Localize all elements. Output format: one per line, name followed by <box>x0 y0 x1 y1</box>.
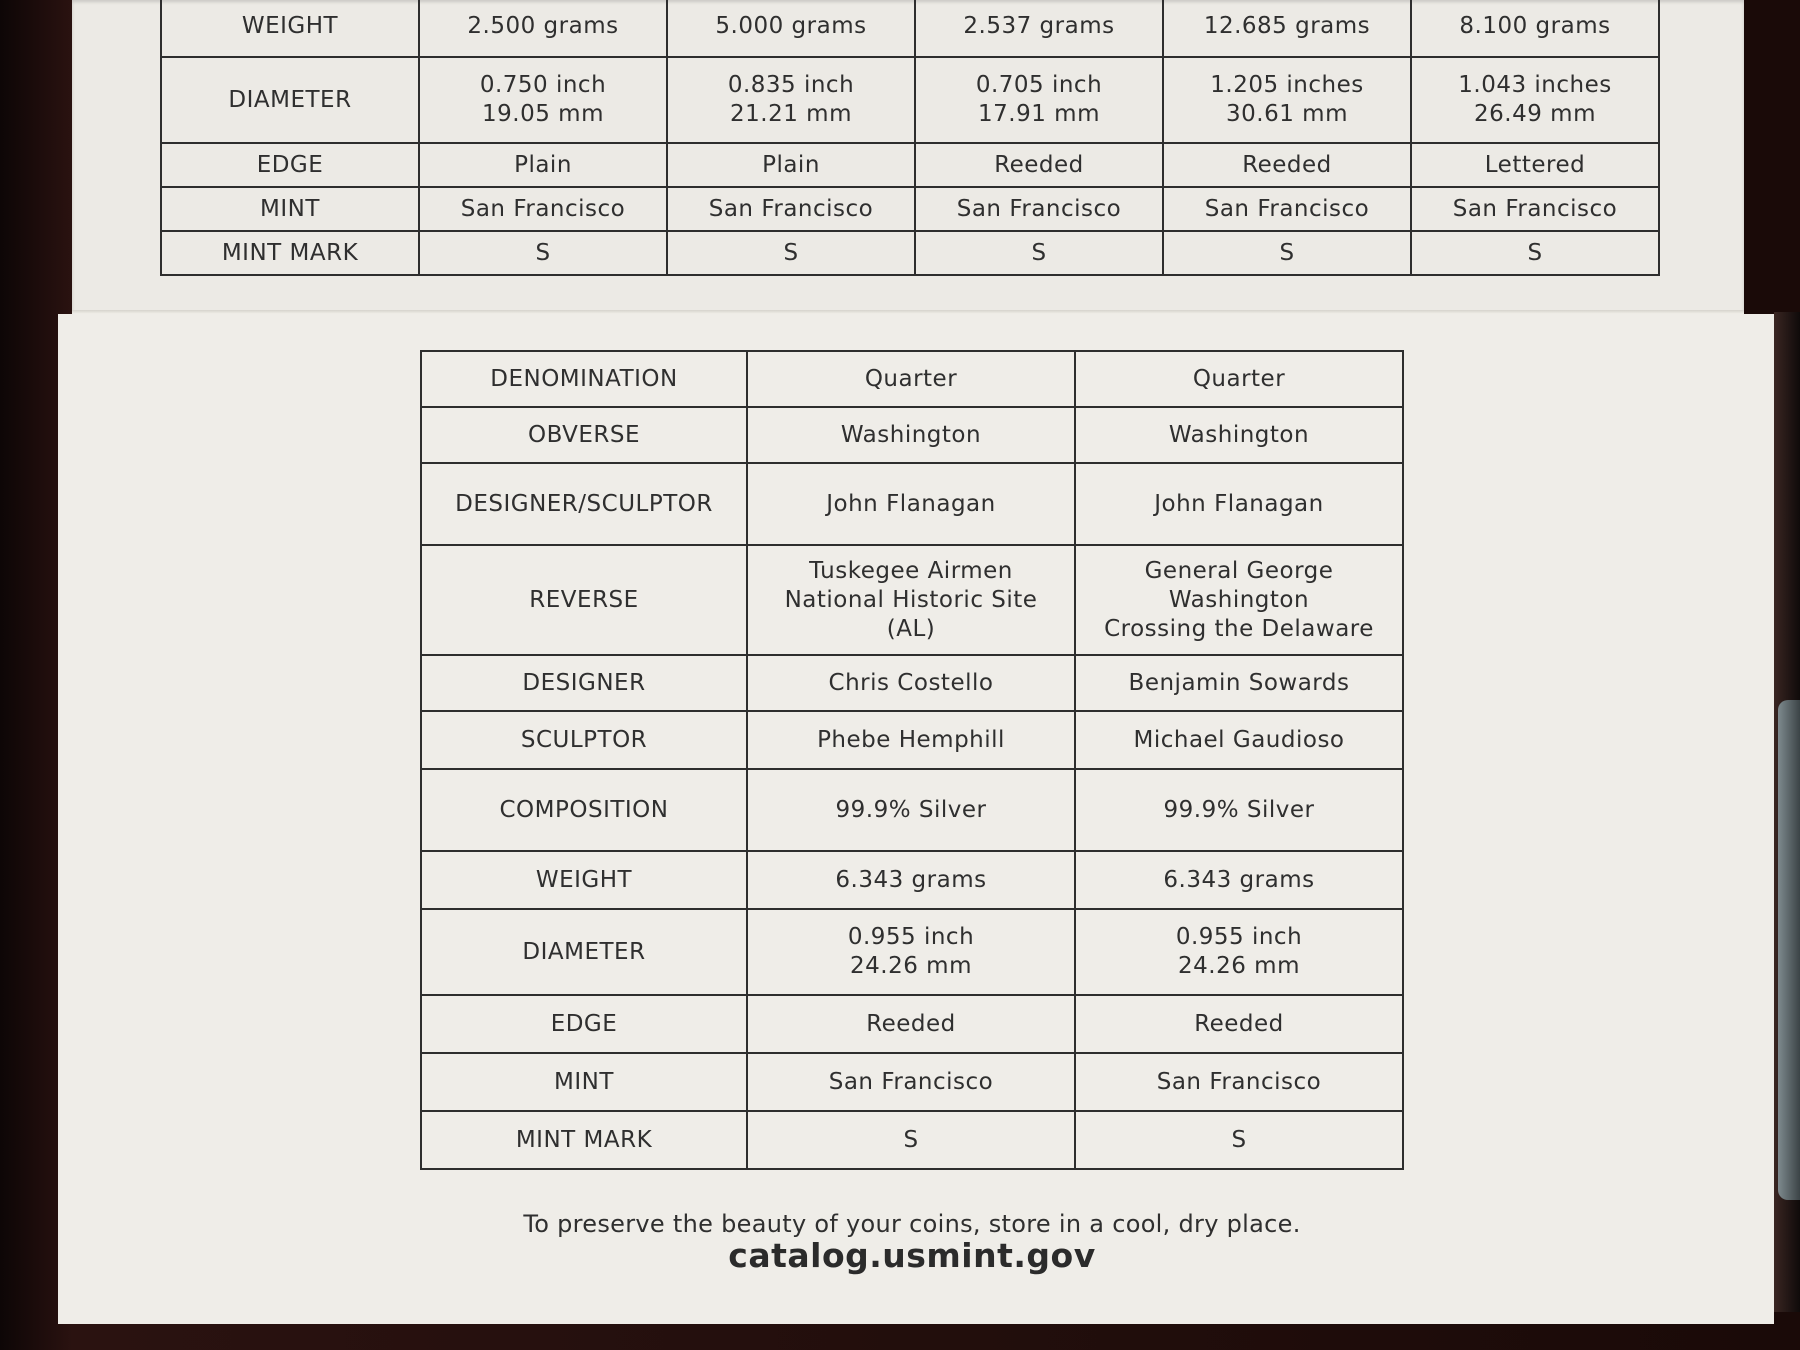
table-cell: 8.100 grams <box>1411 0 1659 57</box>
table-cell: S <box>1411 231 1659 275</box>
table-cell: San Francisco <box>1075 1053 1403 1111</box>
table-row <box>421 711 1403 769</box>
table-cell: Lettered <box>1411 143 1659 187</box>
table-cell: Quarter <box>1075 351 1403 407</box>
table-row <box>161 143 1659 187</box>
table-cell: 6.343 grams <box>747 851 1075 909</box>
storage-note: To preserve the beauty of your coins, store in a cool, dry place. <box>523 1210 1301 1238</box>
table-row <box>421 407 1403 463</box>
bottom-spec-table <box>420 350 1404 1170</box>
table-row <box>161 231 1659 275</box>
row-label: DESIGNER <box>421 655 747 711</box>
row-label: MINT MARK <box>161 231 419 275</box>
table-cell: Reeded <box>1075 995 1403 1053</box>
row-label: COMPOSITION <box>421 769 747 851</box>
coin-case-edge <box>1778 700 1800 1200</box>
table-row <box>421 351 1403 407</box>
table-row <box>421 1111 1403 1169</box>
table-cell: San Francisco <box>915 187 1163 231</box>
table-cell: Plain <box>667 143 915 187</box>
table-cell: Reeded <box>915 143 1163 187</box>
table-row <box>161 57 1659 143</box>
table-row <box>421 909 1403 995</box>
row-label: OBVERSE <box>421 407 747 463</box>
row-label: DENOMINATION <box>421 351 747 407</box>
top-spec-table <box>160 0 1660 276</box>
table-cell: John Flanagan <box>1075 463 1403 545</box>
table-cell: 12.685 grams <box>1163 0 1411 57</box>
table-cell: San Francisco <box>747 1053 1075 1111</box>
table-cell: S <box>419 231 667 275</box>
table-cell: Quarter <box>747 351 1075 407</box>
table-cell: Washington <box>1075 407 1403 463</box>
table-row <box>421 545 1403 655</box>
row-label: MINT <box>421 1053 747 1111</box>
row-label: EDGE <box>421 995 747 1053</box>
table-cell: S <box>747 1111 1075 1169</box>
catalog-url: catalog.usmint.gov <box>728 1236 1096 1275</box>
table-cell: 5.000 grams <box>667 0 915 57</box>
row-label: DIAMETER <box>421 909 747 995</box>
row-label: REVERSE <box>421 545 747 655</box>
table-cell: San Francisco <box>1163 187 1411 231</box>
row-label: DIAMETER <box>161 57 419 143</box>
table-cell: Reeded <box>1163 143 1411 187</box>
table-row <box>161 187 1659 231</box>
table-cell: Chris Costello <box>747 655 1075 711</box>
row-label: DESIGNER/SCULPTOR <box>421 463 747 545</box>
table-row <box>421 769 1403 851</box>
table-cell: San Francisco <box>1411 187 1659 231</box>
table-cell: 1.043 inches 26.49 mm <box>1411 57 1659 143</box>
table-cell: Michael Gaudioso <box>1075 711 1403 769</box>
table-row <box>421 995 1403 1053</box>
table-cell: General George Washington Crossing the Delaware <box>1075 545 1403 655</box>
row-label: WEIGHT <box>421 851 747 909</box>
table-cell: John Flanagan <box>747 463 1075 545</box>
table-cell: 0.955 inch 24.26 mm <box>1075 909 1403 995</box>
row-label: SCULPTOR <box>421 711 747 769</box>
table-row <box>421 1053 1403 1111</box>
table-row <box>161 0 1659 57</box>
table-cell: Washington <box>747 407 1075 463</box>
row-label: MINT MARK <box>421 1111 747 1169</box>
table-cell: Phebe Hemphill <box>747 711 1075 769</box>
table-cell: 1.205 inches 30.61 mm <box>1163 57 1411 143</box>
table-cell: S <box>915 231 1163 275</box>
table-cell: S <box>1075 1111 1403 1169</box>
table-cell: Plain <box>419 143 667 187</box>
table-cell: Tuskegee Airmen National Historic Site (AL) <box>747 545 1075 655</box>
table-cell: Reeded <box>747 995 1075 1053</box>
table-cell: 99.9% Silver <box>747 769 1075 851</box>
table-cell: San Francisco <box>667 187 915 231</box>
row-label: MINT <box>161 187 419 231</box>
row-label: WEIGHT <box>161 0 419 57</box>
table-cell: S <box>1163 231 1411 275</box>
table-cell: Benjamin Sowards <box>1075 655 1403 711</box>
table-cell: 0.955 inch 24.26 mm <box>747 909 1075 995</box>
table-cell: 2.537 grams <box>915 0 1163 57</box>
table-cell: 2.500 grams <box>419 0 667 57</box>
table-cell: 0.835 inch 21.21 mm <box>667 57 915 143</box>
table-row <box>421 851 1403 909</box>
table-cell: S <box>667 231 915 275</box>
table-row <box>421 463 1403 545</box>
table-cell: 99.9% Silver <box>1075 769 1403 851</box>
table-row <box>421 655 1403 711</box>
table-cell: San Francisco <box>419 187 667 231</box>
row-label: EDGE <box>161 143 419 187</box>
table-cell: 0.705 inch 17.91 mm <box>915 57 1163 143</box>
table-cell: 6.343 grams <box>1075 851 1403 909</box>
table-cell: 0.750 inch 19.05 mm <box>419 57 667 143</box>
